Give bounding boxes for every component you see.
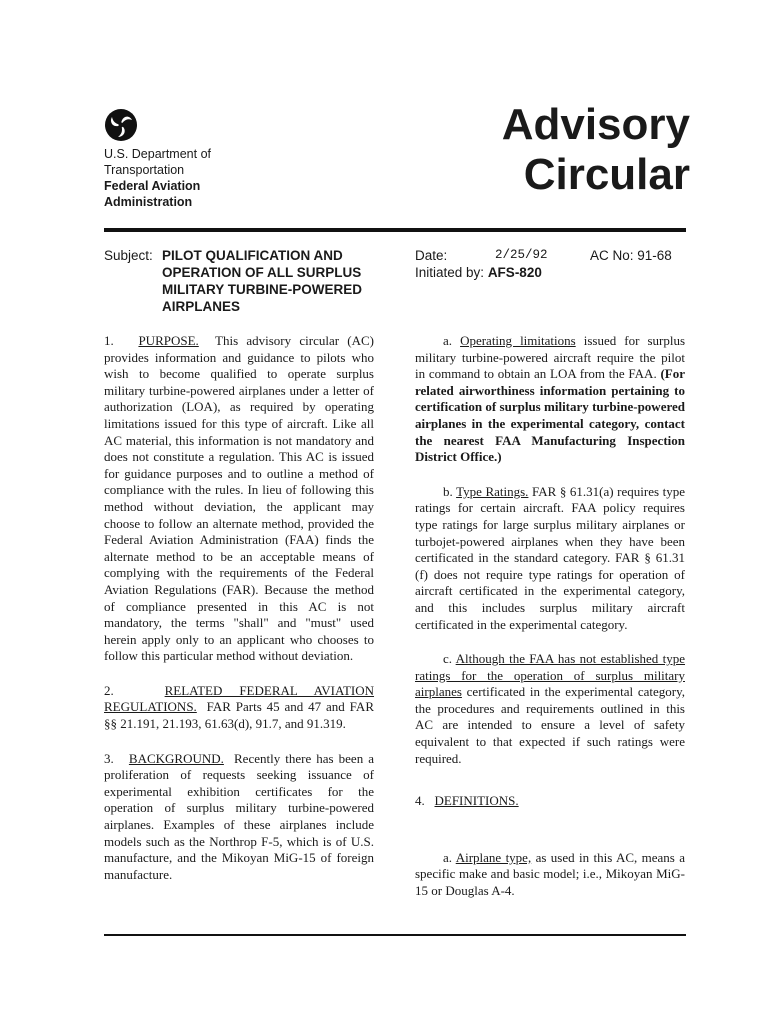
section-regulations — [104, 683, 374, 733]
section-heading: RELATED FEDERAL AVIATION REGULATIONS. — [104, 682, 375, 715]
section-background — [104, 751, 374, 884]
header-divider — [104, 228, 686, 232]
subsection-heading: Operating limitations — [460, 333, 576, 348]
section-purpose — [104, 333, 374, 665]
ac-label: AC No: — [590, 248, 634, 263]
initiated-by — [415, 264, 690, 281]
subsection-body: FAR § 61.31(a) requires type ratings for certain aircraft. FAA policy requires type ratings for large surplus military airplanes or turbojet-powered airplanes when they have been certificated in the standard category. FAR § 61.31 (f) does not require type ratings for operation of aircraft certificated in the experimental category, and this includes surplus military aircraft certificated in the experimental category. — [415, 483, 685, 632]
subsection-label: a. — [443, 333, 453, 348]
section-number: 1. — [104, 333, 114, 348]
agency-block — [104, 146, 254, 210]
initiated-value: AFS-820 — [487, 265, 542, 280]
agency-line: Transportation — [104, 163, 185, 177]
agency-line: U.S. Department of — [104, 147, 211, 161]
subsection-body: issued for surplus military turbine-powered aircraft require the pilot in command to obtain an LOA from the FAA. — [415, 333, 685, 382]
subsection-label: a. — [443, 849, 453, 865]
section-heading: BACKGROUND. — [128, 750, 224, 766]
subsection-heading: Airplane type, — [455, 849, 532, 865]
section-body: Recently there has been a proliferation of requests seeking issuance of experimental exhibition certificates for the operation of surplus military turbine-powered airplanes. Examples of these airplanes include models such as the Northrop F-5, which is of U.S. manufacture, and the Mikoyan MiG-15 of foreign manufacture. — [104, 750, 375, 882]
subsection-procedures — [415, 651, 685, 767]
subsection-body: certificated in the experimental category, the procedures and requirements outlined in this AC are intended to ensure a level of safety equivalent to that expected if such ratings were required. — [415, 684, 686, 766]
meta-block — [415, 247, 690, 281]
date-value: 2/25/92 — [495, 248, 548, 262]
ac-value: 91-68 — [637, 248, 672, 263]
section-heading: DEFINITIONS. — [434, 793, 519, 809]
subsection-label: b. — [443, 483, 453, 499]
initiated-label: Initiated by: — [415, 265, 485, 280]
document-title — [470, 100, 690, 200]
subsection-operating-limitations — [415, 333, 685, 466]
section-heading: PURPOSE. — [138, 333, 199, 348]
subsection-heading: Type Ratings. — [456, 483, 529, 499]
section-body: This advisory circular (AC) provides information and guidance to pilots who wish to become qualified to operate surplus military turbine-powered airplanes under a letter of authorization (LOA), as required by operating limitations issued for this type of aircraft. Like all AC material, this information is not mandatory and does not constitute a regulation. This AC is issued for guidance purposes and to outline a method of compliance with the rules. In lieu of following this method without deviation, the applicant may choose to follow an alternate method, provided the Federal Aviation Administration (FAA) finds the alternate method to be an acceptable means of complying with the requirements of the Federal Aviation Regulations (FAR). Because the method of compliance presented in this AC is not mandatory, the terms "shall" and "must" used herein apply only to an applicant who chooses to follow this particular method without deviation. — [104, 333, 375, 664]
section-number: 3. — [104, 750, 114, 766]
dot-logo-icon — [104, 108, 138, 142]
section-number: 2. — [104, 682, 114, 698]
date-label: Date: — [415, 248, 448, 263]
subsection-note: (For related airworthiness information pertaining to certification of surplus military turbine-powered airplanes in the experimental category, contact the nearest FAA Manufacturing Inspection District Office.) — [415, 366, 685, 465]
subsection-body: as used in this AC, means a specific make and basic model; i.e., Mikoyan MiG-15 or Douglas A-4. — [415, 849, 685, 899]
ac-number — [590, 247, 672, 264]
subsection-heading: Although the FAA has not established type ratings for the operation of surplus military airplanes — [415, 651, 685, 700]
subject-label: Subject: — [104, 248, 153, 263]
subsection-type-ratings — [415, 484, 685, 633]
agency-line: Federal Aviation — [104, 179, 201, 193]
section-body: FAR Parts 45 and 47 and FAR §§ 21.191, 21.193, 61.63(d), 91.7, and 91.319. — [104, 699, 374, 732]
right-column — [415, 333, 685, 918]
subsection-airplane-type — [415, 850, 685, 900]
section-number: 4. — [415, 793, 425, 809]
title-line: Circular — [523, 150, 690, 199]
subject-text: PILOT QUALIFICATION AND OPERATION OF ALL SURPLUS MILITARY TURBINE-POWERED AIRPLANES — [162, 248, 362, 314]
left-column — [104, 333, 374, 901]
footer-divider — [104, 934, 686, 936]
section-definitions — [415, 793, 685, 810]
title-line: Advisory — [501, 100, 690, 149]
agency-line: Administration — [104, 195, 193, 209]
subsection-label: c. — [443, 651, 453, 667]
